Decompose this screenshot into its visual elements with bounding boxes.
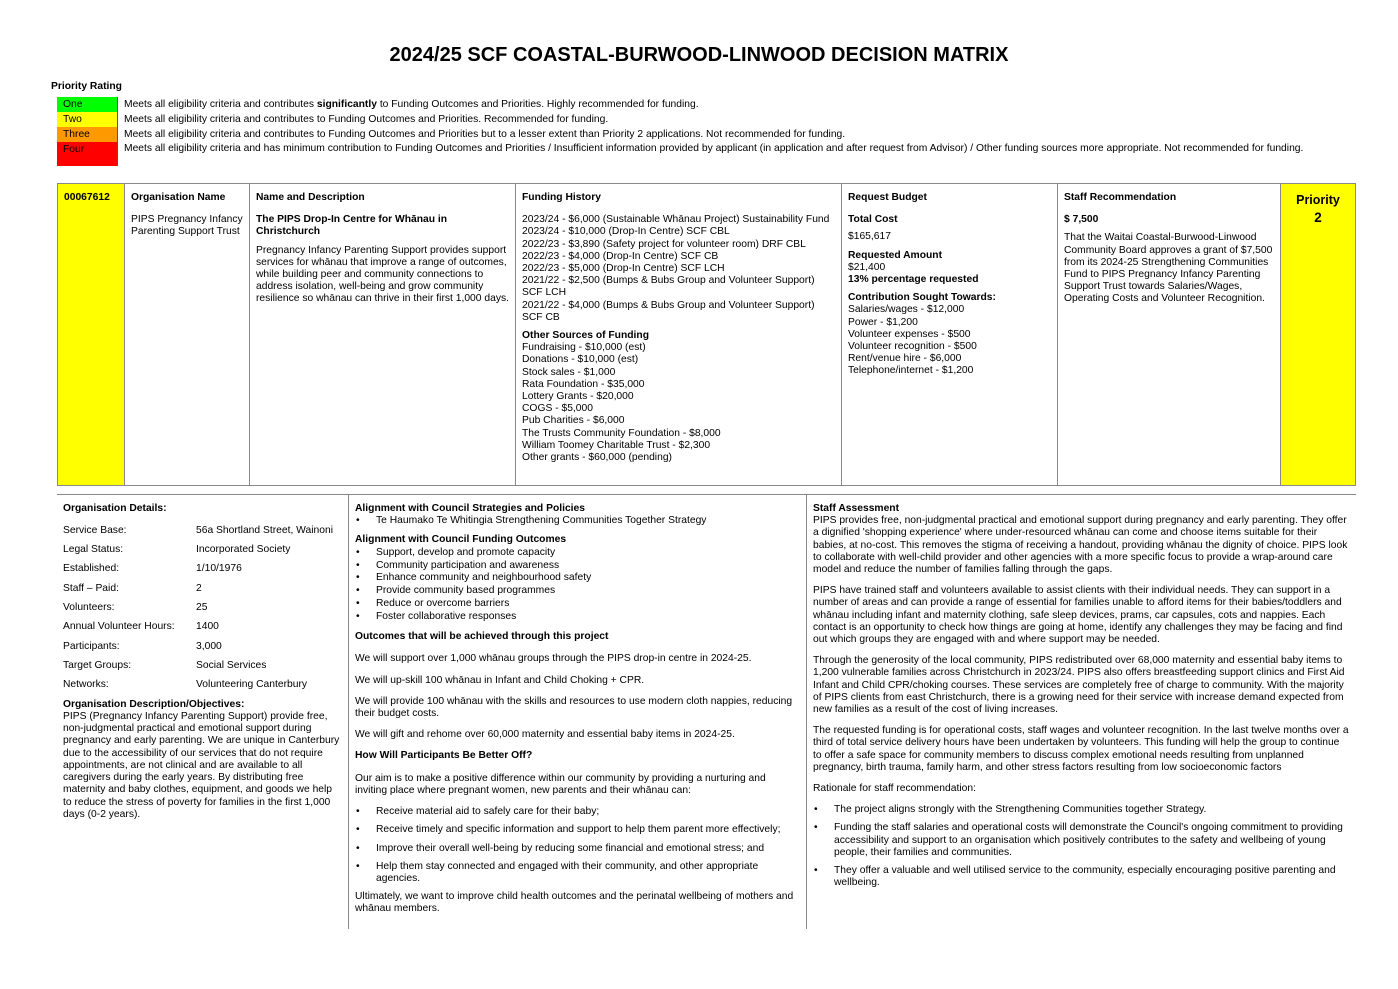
rationale-heading: Rationale for staff recommendation: bbox=[813, 783, 976, 795]
rationale-item: • Funding the staff salaries and operational costs will demonstrate the Council's ongoing commitment to providing accessibility and support to an organisation which positively contributes to the safety and wellbeing of young people, their families and communities. bbox=[813, 822, 1350, 859]
percentage-requested: 13% percentage requested bbox=[848, 274, 979, 286]
achieved-outcomes-heading: Outcomes that will be achieved through this project bbox=[355, 631, 609, 643]
page-title: 2024/25 SCF COASTAL-BURWOOD-LINWOOD DECISION MATRIX bbox=[389, 44, 1009, 66]
other-source-item: Lottery Grants - $20,000 bbox=[522, 391, 634, 403]
organisation-name-cell bbox=[125, 184, 250, 485]
rationale-item: • The project aligns strongly with the Strengthening Communities together Strategy. bbox=[813, 804, 1350, 816]
achieved-outcome-item: We will gift and rehome over 60,000 maternity and essential baby items in 2024-25. bbox=[355, 729, 735, 741]
funding-history-list bbox=[522, 214, 835, 324]
better-off-item: • Receive material aid to safely care for their baby; bbox=[355, 806, 800, 818]
assessment-paragraph: The requested funding is for operational costs, staff wages and volunteer recognition. In the last twelve months over a third of total service delivery hours have been undertaken by volunteers. This funding will help the group to continue to offer a safe space for community members to discuss complex emotional needs resulting from unplanned pregnancy, birth trauma, family harm, and other stress factors resulting from low socioeconomic factors bbox=[813, 725, 1349, 773]
contribution-heading: Contribution Sought Towards: bbox=[848, 292, 996, 304]
other-source-item: William Toomey Charitable Trust - $2,300 bbox=[522, 439, 711, 451]
funding-outcome-item: • Provide community based programmes bbox=[355, 585, 800, 597]
priority-chip-one: One bbox=[57, 97, 118, 112]
request-budget-heading: Request Budget bbox=[848, 192, 927, 203]
funding-history-item: 2022/23 - $5,000 (Drop-In Centre) SCF LCH bbox=[522, 263, 725, 275]
application-id-cell bbox=[58, 184, 125, 485]
priority-desc-four: Meets all eligibility criteria and has minimum contribution to Funding Outcomes and Priorities / Insufficient information provided by applicant (in application and after request from Advisor) / Other funding sources more appropriate. Not recommended for funding. bbox=[124, 143, 1304, 154]
strategies-heading: Alignment with Council Strategies and Policies bbox=[355, 503, 586, 514]
rationale-item: • They offer a valuable and well utilised service to the community, especially encouraging positive parenting and wellbeing. bbox=[813, 865, 1350, 889]
priority-value: 2 bbox=[1314, 210, 1322, 225]
priority-row-two bbox=[57, 112, 1327, 127]
priority-label: Priority bbox=[1296, 193, 1340, 207]
other-source-item: Donations - $10,000 (est) bbox=[522, 354, 639, 366]
detail-volunteers: Volunteers: 25 bbox=[63, 601, 208, 613]
staff-recommendation-text: That the Waitai Coastal-Burwood-Linwood Community Board approves a grant of $7,500 from its 2024-25 Strengthening Communities Fund to PIPS Pregnancy Infancy Parenting Support Trust towards Salaries/Wages, Operating Costs and Volunteer Recognition. bbox=[1064, 232, 1273, 305]
other-source-item: The Trusts Community Foundation - $8,000 bbox=[522, 427, 721, 439]
requested-amount-value: $21,400 bbox=[848, 261, 886, 273]
priority-chip-two: Two bbox=[57, 112, 118, 127]
funding-outcome-item: • Foster collaborative responses bbox=[355, 611, 800, 623]
organisation-name: PIPS Pregnancy Infancy Parenting Support Trust bbox=[131, 214, 243, 238]
priority-row-one bbox=[57, 97, 1327, 112]
contribution-item: Volunteer recognition - $500 bbox=[848, 341, 977, 353]
assessment-paragraph: Through the generosity of the local community, PIPS redistributed over 68,000 maternity and essential baby items to 1,200 vulnerable families across Christchurch in 2023/24. PIPS also offers breastfeeding support clinics and First Aid Infant and Child CPR/choking courses. These services are completely free of charge to community. With the majority of PIPS clients from east Christchurch, there is a growing need for their service with increase demand expected from new families as a result of the cost of living increases. bbox=[813, 655, 1345, 716]
total-cost-label: Total Cost bbox=[848, 214, 898, 226]
organisation-name-heading: Organisation Name bbox=[131, 192, 226, 203]
achieved-outcome-item: We will provide 100 whānau with the skills and resources to use modern cloth nappies, reducing their budget costs. bbox=[355, 695, 793, 720]
other-source-item: Other grants - $60,000 (pending) bbox=[522, 452, 672, 464]
staff-recommendation-heading: Staff Recommendation bbox=[1064, 192, 1177, 203]
contribution-item: Power - $1,200 bbox=[848, 316, 918, 328]
project-name: The PIPS Drop-In Centre for Whānau in Christchurch bbox=[256, 214, 448, 238]
funding-outcome-item: • Support, develop and promote capacity bbox=[355, 547, 800, 559]
achieved-outcome-item: We will up-skill 100 whānau in Infant and Child Choking + CPR. bbox=[355, 674, 645, 686]
better-off-item: • Help them stay connected and engaged with their community, and other appropriate agencies. bbox=[355, 861, 800, 885]
requested-amount-label: Requested Amount bbox=[848, 249, 943, 261]
other-source-item: Pub Charities - $6,000 bbox=[522, 415, 625, 427]
assessment-paragraph: PIPS provides free, non-judgmental practical and emotional support during pregnancy and early parenting. They offer a dignified 'shopping experience' where under-resourced whānau can come and choose items suitable for their babies, at no-cost. This removes the stigma of receiving a handout, providing whānau the dignity of choice. PIPS look to collaborate with well-child provider and other agencies with a more specific focus to provide a wrap-around care model and reduce the number of families falling through the gaps. bbox=[813, 515, 1348, 576]
better-off-list bbox=[355, 806, 800, 885]
detail-networks: Networks: Volunteering Canterbury bbox=[63, 679, 308, 691]
detail-staff-paid: Staff – Paid: 2 bbox=[63, 582, 202, 594]
strategy-item: • Te Haumako Te Whitingia Strengthening Communities Together Strategy bbox=[355, 515, 800, 527]
funding-outcome-item: • Community participation and awareness bbox=[355, 560, 800, 572]
contribution-item: Telephone/internet - $1,200 bbox=[848, 365, 974, 377]
organisation-details-heading: Organisation Details: bbox=[63, 503, 167, 514]
funding-outcomes-heading: Alignment with Council Funding Outcomes bbox=[355, 534, 567, 546]
other-source-item: Rata Foundation - $35,000 bbox=[522, 378, 645, 390]
detail-volunteer-hours: Annual Volunteer Hours: 1400 bbox=[63, 621, 219, 633]
total-cost-value: $165,617 bbox=[848, 231, 891, 243]
other-source-item: COGS - $5,000 bbox=[522, 403, 593, 415]
funding-history-heading: Funding History bbox=[522, 192, 601, 203]
funding-outcome-item: • Reduce or overcome barriers bbox=[355, 598, 800, 610]
detail-legal-status: Legal Status: Incorporated Society bbox=[63, 544, 291, 556]
name-description-cell bbox=[250, 184, 516, 485]
organisation-details-panel bbox=[57, 495, 348, 929]
name-description-heading: Name and Description bbox=[256, 192, 365, 203]
rationale-list bbox=[813, 804, 1350, 889]
better-off-item: • Improve their overall well-being by reducing some financial and emotional stress; and bbox=[355, 843, 800, 855]
achieved-outcome-item: We will support over 1,000 whānau groups through the PIPS drop-in centre in 2024-25. bbox=[355, 653, 752, 665]
organisation-description: PIPS (Pregnancy Infancy Parenting Support) provide free, non-judgmental practical and emotional support during pregnancy and early parenting. We are unique in Canterbury due to the accessibility of our services that do not require appointments, are not clinical and are available to all caregivers during the early years. By distributing free maternity and baby clothes, equipment, and goods we help to reduce the stress of poverty for families in the first 1,000 days (0-2 years). bbox=[63, 711, 340, 820]
detail-service-base: Service Base: 56a Shortland Street, Wainoni bbox=[63, 524, 333, 536]
funding-history-item: 2022/23 - $3,890 (Safety project for volunteer room) DRF CBL bbox=[522, 238, 806, 250]
priority-desc-one: Meets all eligibility criteria and contributes significantly to Funding Outcomes and Priorities. Highly recommended for funding. bbox=[124, 99, 699, 110]
contribution-list bbox=[848, 304, 1051, 377]
contribution-item: Salaries/wages - $12,000 bbox=[848, 304, 965, 316]
staff-recommendation-cell bbox=[1058, 184, 1281, 485]
other-sources-list bbox=[522, 342, 835, 464]
detail-established: Established: 1/10/1976 bbox=[63, 563, 242, 575]
priority-desc-three: Meets all eligibility criteria and contributes to Funding Outcomes and Priorities but to a lesser extent than Priority 2 applications. Not recommended for funding. bbox=[124, 129, 846, 140]
staff-assessment-heading: Staff Assessment bbox=[813, 503, 900, 514]
priority-row-four bbox=[57, 142, 1327, 166]
funding-history-item: 2023/24 - $10,000 (Drop-In Centre) SCF CBL bbox=[522, 226, 730, 238]
funding-history-item: 2023/24 - $6,000 (Sustainable Whānau Project) Sustainability Fund bbox=[522, 214, 830, 226]
decision-matrix-row bbox=[57, 183, 1356, 486]
assessment-paragraph: PIPS have trained staff and volunteers available to assist clients with their individual needs. They can support in a number of areas and can provide a range of essential for families unable to afford items for their babies/toddlers and whānau including infant and maternity clothing, safe sleep devices, prams, car capsules, cots and nappies. Each contact is an opportunity to check how things are going at home, identify any challenges they may be facing and find out which groups they are engaged with and where support may be needed. bbox=[813, 585, 1343, 646]
contribution-item: Volunteer expenses - $500 bbox=[848, 328, 971, 340]
funding-history-item: 2022/23 - $4,000 (Drop-In Centre) SCF CB bbox=[522, 250, 719, 262]
staff-assessment-panel bbox=[806, 495, 1356, 929]
better-off-outro: Ultimately, we want to improve child health outcomes and the perinatal wellbeing of mothers and whānau members. bbox=[355, 891, 794, 915]
funding-history-cell bbox=[516, 184, 842, 485]
application-id: 00067612 bbox=[64, 192, 110, 203]
priority-cell bbox=[1281, 184, 1355, 485]
funding-outcomes-list bbox=[355, 547, 800, 624]
funding-outcome-item: • Enhance community and neighbourhood safety bbox=[355, 572, 800, 584]
better-off-heading: How Will Participants Be Better Off? bbox=[355, 750, 533, 762]
priority-rating-legend bbox=[57, 97, 1327, 166]
detail-target-groups: Target Groups: Social Services bbox=[63, 659, 267, 671]
organisation-description-heading: Organisation Description/Objectives: bbox=[63, 698, 245, 710]
detail-participants: Participants: 3,000 bbox=[63, 640, 222, 652]
better-off-intro: Our aim is to make a positive difference within our community by providing a nurturing and inviting place where pregnant women, new parents and their whānau can: bbox=[355, 772, 766, 796]
strategies-list bbox=[355, 515, 800, 527]
priority-chip-four: Four bbox=[57, 142, 118, 166]
priority-rating-heading: Priority Rating bbox=[51, 81, 122, 92]
alignment-panel bbox=[348, 495, 806, 929]
other-sources-heading: Other Sources of Funding bbox=[522, 330, 649, 342]
contribution-item: Rent/venue hire - $6,000 bbox=[848, 353, 962, 365]
assessment-section bbox=[57, 494, 1356, 929]
priority-row-three bbox=[57, 127, 1327, 142]
better-off-item: • Receive timely and specific information and support to help them parent more effectively; bbox=[355, 824, 800, 836]
funding-history-item: 2021/22 - $4,000 (Bumps & Bubs Group and Volunteer Support) SCF CB bbox=[522, 299, 815, 323]
priority-desc-two: Meets all eligibility criteria and contributes to Funding Outcomes and Priorities. Recommended for funding. bbox=[124, 114, 609, 125]
funding-history-item: 2021/22 - $2,500 (Bumps & Bubs Group and Volunteer Support) SCF LCH bbox=[522, 275, 815, 299]
request-budget-cell bbox=[842, 184, 1058, 485]
priority-chip-three: Three bbox=[57, 127, 118, 142]
project-description: Pregnancy Infancy Parenting Support provides support services for whānau that improve a range of outcomes, while building peer and community connections to address isolation, well-being and grow community resilience so whānau can thrive in their first 1,000 days. bbox=[256, 244, 509, 305]
staff-recommendation-amount: $ 7,500 bbox=[1064, 214, 1099, 226]
other-source-item: Stock sales - $1,000 bbox=[522, 366, 616, 378]
other-source-item: Fundraising - $10,000 (est) bbox=[522, 342, 646, 354]
